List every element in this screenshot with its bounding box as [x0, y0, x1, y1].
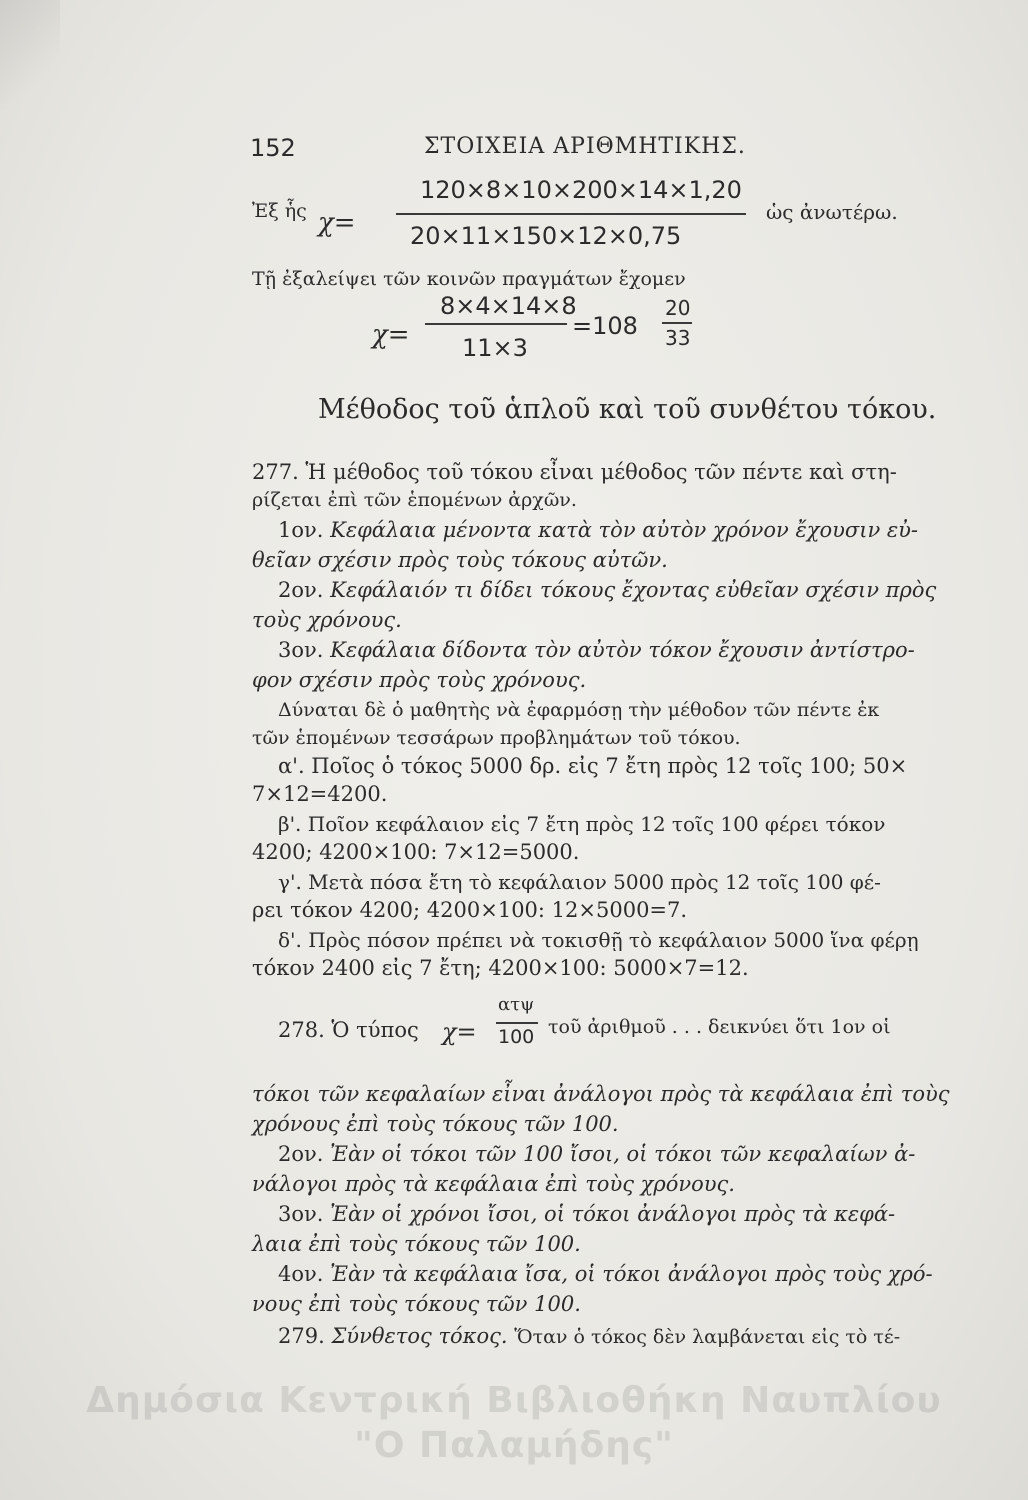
paragraph-279 [278, 1322, 978, 1351]
problem-d-line-1: δ'. Πρὸς πόσον πρέπει νὰ τοκισθῇ τὸ κεφάλαιον 5000 ἵνα φέρῃ [278, 928, 919, 952]
library-watermark-line-1: Δημόσια Κεντρική Βιβλιοθήκη Ναυπλίου [86, 1380, 942, 1421]
p277-line-10: τῶν ἑπομένων τεσσάρων προβλημάτων τοῦ τόκου. [252, 727, 741, 749]
eq1-denominator: 20×11×150×12×0,75 [410, 222, 682, 250]
problem-b-line-2: 4200; 4200×100: 7×12=5000. [252, 840, 580, 864]
p277-line-7 [278, 636, 978, 664]
p277-line-9: Δύναται δὲ ὁ μαθητὴς νὰ ἐφαρμόσῃ τὴν μέθοδον τῶν πέντε ἐκ [278, 699, 880, 721]
p279-lead: 279. [278, 1324, 325, 1348]
p277-l7-text: Κεφάλαια δίδοντα τὸν αὐτὸν τόκον ἔχουσιν ἀντίστρο- [330, 638, 915, 662]
p278-fraction-bar [496, 1022, 538, 1024]
p277-line-5 [278, 576, 978, 604]
p278-line-6 [278, 1200, 978, 1228]
p277-line-6: τοὺς χρόνους. [252, 608, 402, 632]
p277-line-4: θεῖαν σχέσιν πρὸς τοὺς τόκους αὐτῶν. [252, 548, 668, 572]
p278-l6-label: 3ον. [278, 1202, 324, 1226]
eq1-lead: Ἐξ ἧς [252, 200, 307, 222]
p278-var: χ= [442, 1018, 477, 1046]
p279-term: Σύνθετος τόκος. [331, 1324, 508, 1348]
p277-line-1: 277. Ἡ μέθοδος τοῦ τόκου εἶναι μέθοδος τῶν πέντε καὶ στη- [252, 460, 897, 484]
eq1-var: χ= [318, 208, 356, 238]
p277-l5-text: Κεφάλαιόν τι δίδει τόκους ἔχοντας εὐθεῖαν σχέσιν πρὸς [330, 578, 937, 602]
eq1-tail: ὡς ἀνωτέρω. [766, 200, 898, 224]
p278-line-3: χρόνους ἐπὶ τοὺς τόκους τῶν 100. [252, 1112, 619, 1136]
p277-l7-label: 3ον. [278, 638, 324, 662]
p278-l8-label: 4ον. [278, 1262, 324, 1286]
eq1-fraction-bar [396, 213, 746, 215]
p277-l3-label: 1ον. [278, 518, 324, 542]
eq2-equals: =108 [572, 312, 638, 340]
p278-line-2: τόκοι τῶν κεφαλαίων εἶναι ἀνάλογοι πρὸς τὰ κεφάλαια ἐπὶ τοὺς [252, 1082, 950, 1106]
eq2-small-fraction-bar [662, 322, 692, 324]
problem-c-line-1: γ'. Μετὰ πόσα ἔτη τὸ κεφάλαιον 5000 πρὸς 12 τοῖς 100 φέ- [278, 870, 881, 894]
p278-l8-text: Ἐὰν τὰ κεφάλαια ἴσα, οἱ τόκοι ἀνάλογοι πρὸς τοὺς χρό- [330, 1262, 933, 1286]
eq2-frac-den: 33 [665, 326, 691, 350]
page-number: 152 [250, 134, 296, 162]
problem-a-line-1: α'. Ποῖος ὁ τόκος 5000 δρ. εἰς 7 ἔτη πρὸς 12 τοῖς 100; 50× [278, 754, 908, 778]
p278-line-5: νάλογοι πρὸς τὰ κεφάλαια ἐπὶ τοὺς χρόνους. [252, 1172, 735, 1196]
section-title: Μέθοδος τοῦ ἁπλοῦ καὶ τοῦ συνθέτου τόκου. [318, 394, 937, 425]
problem-b-line-1: β'. Ποῖον κεφάλαιον εἰς 7 ἔτη πρὸς 12 τοῖς 100 φέρει τόκον [278, 812, 886, 836]
p278-l4-text: Ἐὰν οἱ τόκοι τῶν 100 ἴσοι, οἱ τόκοι τῶν κεφαλαίων ἀ- [330, 1142, 916, 1166]
p278-lead: 278. Ὁ τύπος [278, 1018, 419, 1042]
p278-numerator: ατψ [498, 994, 535, 1015]
simplify-intro: Τῇ ἐξαλείψει τῶν κοινῶν πραγμάτων ἔχομεν [252, 268, 686, 290]
p278-line-8 [278, 1260, 978, 1288]
eq2-fraction-bar [425, 323, 567, 325]
eq2-frac-num: 20 [665, 296, 691, 320]
p277-l3-text: Κεφάλαια μένοντα κατὰ τὸν αὐτὸν χρόνον ἔχουσιν εὐ- [330, 518, 919, 542]
problem-d-line-2: τόκον 2400 εἰς 7 ἔτη; 4200×100: 5000×7=12. [252, 956, 749, 980]
eq1-numerator: 120×8×10×200×14×1,20 [420, 176, 742, 204]
eq2-var: χ= [372, 320, 410, 350]
problem-c-line-2: ρει τόκον 4200; 4200×100: 12×5000=7. [252, 898, 688, 922]
p278-line-7: λαια ἐπὶ τοὺς τόκους τῶν 100. [252, 1232, 581, 1256]
p278-denominator: 100 [498, 1026, 535, 1048]
problem-a-line-2: 7×12=4200. [252, 782, 388, 806]
p278-l4-label: 2ον. [278, 1142, 324, 1166]
p278-line-9: νους ἐπὶ τοὺς τόκους τῶν 100. [252, 1292, 581, 1316]
p278-l6-text: Ἐὰν οἱ χρόνοι ἴσοι, οἱ τόκοι ἀνάλογοι πρὸς τὰ κεφά- [330, 1202, 896, 1226]
p278-line-4 [278, 1140, 978, 1168]
eq2-numerator: 8×4×14×8 [440, 292, 577, 320]
p277-l5-label: 2ον. [278, 578, 324, 602]
running-title: ΣΤΟΙΧΕΙΑ ΑΡΙΘΜΗΤΙΚΗΣ. [424, 134, 746, 159]
p277-line-3 [278, 516, 978, 544]
p278-tail: τοῦ ἀριθμοῦ . . . δεικνύει ὅτι 1ον οἱ [548, 1016, 891, 1038]
p277-line-2: ρίζεται ἐπὶ τῶν ἑπομένων ἀρχῶν. [252, 489, 577, 511]
p279-rest: Ὅταν ὁ τόκος δὲν λαμβάνεται εἰς τὸ τέ- [514, 1326, 901, 1348]
library-watermark-line-2: "Ο Παλαμήδης" [354, 1425, 674, 1466]
eq2-denominator: 11×3 [462, 334, 528, 362]
page-corner-shadow [0, 0, 60, 110]
p277-line-8: φον σχέσιν πρὸς τοὺς χρόνους. [252, 668, 587, 692]
